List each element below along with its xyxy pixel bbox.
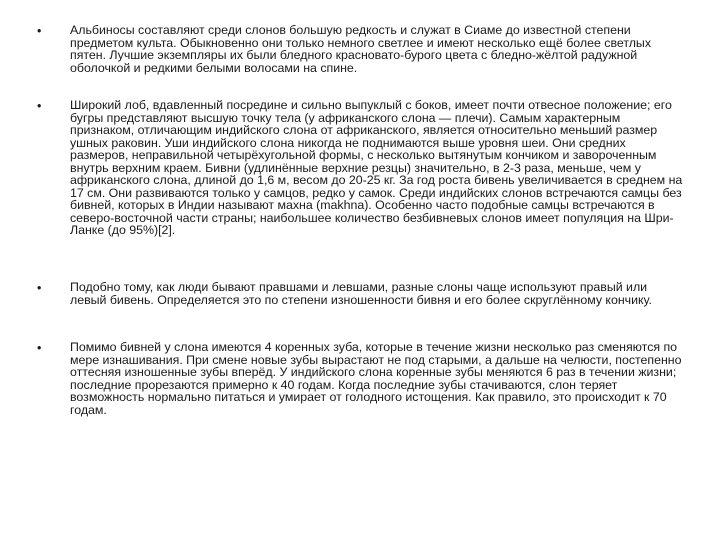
- paragraph-albinos: Альбиносы составляют среди слонов большую редкость и служат в Сиаме до известной степени предметом культа. Обыкновенно они только немного светлее и имеют несколько ещё более светлых пятен. Лучшие экземпляры их были бледного красновато-бурого цвета с бледно-жёлтой радужной оболочкой и редкими белыми волосами на спине.: [70, 23, 651, 75]
- paragraph-handedness: Подобно тому, как люди бывают правшами и левшами, разные слоны чаще используют правый или левый бивень. Определяется это по степени изношенности бивня и его более скруглённому кончику.: [70, 280, 652, 307]
- bullet-icon: •: [37, 341, 42, 355]
- paragraph-molars: Помимо бивней у слона имеются 4 коренных зуба, которые в течение жизни несколько раз сменяются по мере изнашивания. При смене новые зубы вырастают не под старыми, а дальше на челюсти, постепенно оттесняя изношенные зубы вперёд. У индийского слона коренные зубы меняются 6 раз в течении жизни; последние прорезаются примерно к 40 годам. Когда последние зубы стачиваются, слон теряет возможность нормально питаться и умирает от голодного истощения. Как правило, это происходит к 70 годам.: [70, 340, 682, 417]
- bullet-icon: •: [37, 281, 42, 295]
- bullet-icon: •: [37, 24, 42, 38]
- paragraph-forehead-ears-tusks: Широкий лоб, вдавленный посредине и сильно выпуклый с боков, имеет почти отвесное положение; его бугры представляют высшую точку тела (у африканского слона — плечи). Самым характерным признаком, отличающим индийского слона от африканского, является относительно меньший размер ушных раковин. Уши индийского слона никогда не поднимаются выше уровня шеи. Они средних размеров, неправильной четырёхугольной формы, с несколько вытянутым кончиком и завороченным внутрь верхним краем. Бивни (удлинённые верхние резцы) значительно, в 2-3 раза, меньше, чем у африканского слона, длиной до 1,6 м, весом до 20-25 кг. За год роста бивень увеличивается в среднем на 17 см. Они развиваются только у самцов, редко у самок. Среди индийских слонов встречаются самцы без бивней, которых в Индии называют махна (makhna). Особенно часто подобные самцы встречаются в северо-восточной части страны; наибольшее количество безбивневых слонов имеет популяция на Шри-Ланке (до 95%)[2].: [70, 98, 683, 237]
- bullet-icon: •: [37, 99, 42, 113]
